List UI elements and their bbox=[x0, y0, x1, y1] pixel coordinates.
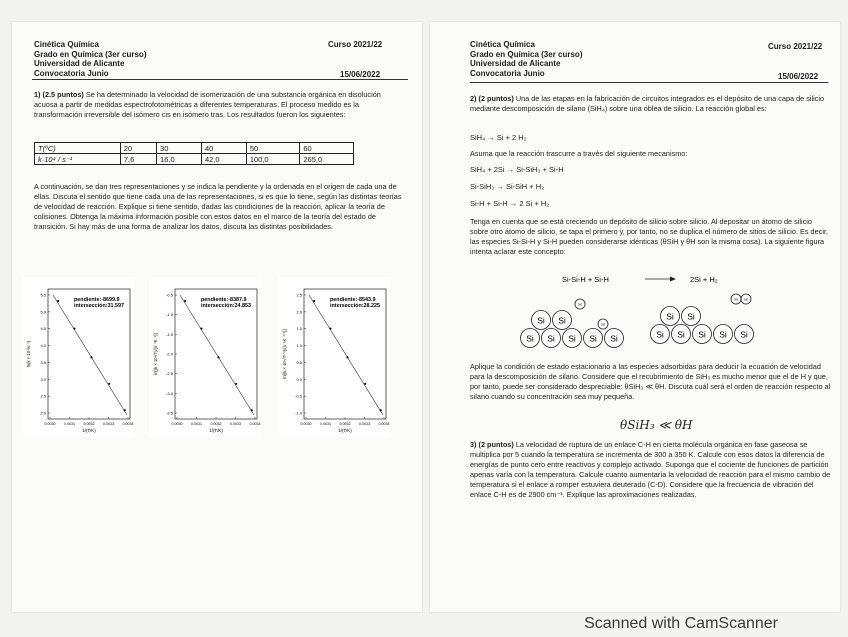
y-tick-label: 4.0 bbox=[40, 343, 46, 349]
h-atom-label: H bbox=[601, 321, 605, 327]
university: Universidad de Alicante bbox=[34, 59, 125, 68]
table-row bbox=[35, 143, 354, 154]
table-cell: 100,0 bbox=[246, 154, 300, 165]
plot-2-svg bbox=[278, 277, 390, 437]
degree: Grado en Química (3er curso) bbox=[34, 49, 147, 59]
si-atom-label: Si bbox=[589, 333, 597, 344]
y-axis-label: ln[(k × 10⁴/T¹ᐟ²)/(s⁻¹K⁻¹ᐟ²)] bbox=[282, 329, 287, 379]
fit-line bbox=[180, 295, 254, 415]
data-point bbox=[217, 356, 219, 358]
data-point bbox=[235, 383, 237, 385]
si-atom-label: Si bbox=[666, 311, 674, 322]
x-tick-label: 0.0032 bbox=[339, 422, 351, 426]
y-tick-label: 0.0 bbox=[296, 376, 302, 382]
data-point bbox=[90, 356, 92, 358]
q1-text: Se ha determinado la velocidad de isomerización de una substancia orgánica en disolución acuosa a partir de medidas espectrofotométricas a diferentes temperaturas. El proceso medido es la transformación irreversible del isómero cis en isómero tras. Los resultados fueron los siguientes: bbox=[34, 90, 381, 119]
si-atom-label: Si bbox=[558, 315, 566, 326]
data-point bbox=[57, 300, 59, 302]
si-atom-label: Si bbox=[740, 329, 748, 340]
x-axis-label: 1/(T/K) bbox=[82, 428, 96, 433]
q1-intro bbox=[34, 90, 404, 120]
data-point bbox=[200, 328, 202, 330]
plot-eyring bbox=[149, 277, 261, 437]
handwritten-note: θSiH₃ ≪ θH bbox=[620, 418, 693, 432]
silicon-surface-figure bbox=[510, 270, 780, 350]
table-cell: 60 bbox=[300, 143, 354, 154]
h-atom-label: H bbox=[578, 301, 582, 307]
q2-text: Una de las etapas en la fabricación de circuitos integrados es el depósito de una capa de silicio mediante descomposición de silano (SiH₄) sobre una oblea de silicio. La reacción global es: bbox=[470, 94, 825, 113]
fig-eq-left: Si-Si-H + Si-H bbox=[562, 275, 609, 284]
y-tick-label: -3.5 bbox=[166, 410, 173, 416]
y-tick-label: 2.5 bbox=[296, 292, 302, 298]
data-point bbox=[329, 328, 331, 330]
intercept-label: intersección:31.597 bbox=[74, 303, 125, 309]
data-point bbox=[313, 300, 315, 302]
atom-group-after bbox=[651, 294, 754, 344]
si-atom-label: Si bbox=[687, 311, 695, 322]
si-atom-label: Si bbox=[537, 315, 545, 326]
q2-explanation: Tenga en cuenta que se está creciendo un depósito de silicio sobre silicio. Al depositar un átomo de silicio sobre otro átomo de silicio, se tapa el primero y, por tanto, no se duplica el número de sitios de silicio. Es decir, las especies Si-Si-H y Si-H pueden considerarse idénticas (θSiH y θH son la misma cosa). La siguiente figura intenta aclarar este concepto: bbox=[470, 217, 828, 256]
course-year: Curso 2021/22 bbox=[768, 42, 823, 51]
mechanism-step-2: Si-SiH₃ → Si-SiH + H₂ bbox=[470, 182, 545, 191]
x-tick-label: 0.0030 bbox=[44, 422, 56, 426]
course-title: Cinética Química bbox=[470, 40, 535, 49]
course-year: Curso 2021/22 bbox=[328, 40, 383, 49]
table-cell: 30 bbox=[157, 143, 202, 154]
si-atom-label: Si bbox=[568, 333, 576, 344]
fit-line bbox=[309, 295, 383, 415]
data-point bbox=[251, 409, 253, 411]
data-point bbox=[346, 356, 348, 358]
si-atom-label: Si bbox=[526, 333, 534, 344]
x-tick-label: 0.0034 bbox=[249, 422, 261, 426]
x-axis-label: 1/(T/K) bbox=[209, 428, 223, 433]
y-tick-label: 1.5 bbox=[296, 326, 302, 332]
arrow-head bbox=[670, 277, 676, 282]
table-cell: 20 bbox=[120, 143, 156, 154]
q2-label: 2) (2 puntos) bbox=[470, 94, 514, 103]
header-block bbox=[34, 40, 146, 78]
y-tick-label: 0.5 bbox=[296, 359, 302, 365]
x-tick-label: 0.0033 bbox=[230, 422, 241, 426]
y-tick-label: -0.5 bbox=[166, 292, 173, 298]
y-tick-label: -1.0 bbox=[295, 410, 302, 416]
intercept-label: intersección:24.853 bbox=[201, 303, 252, 309]
y-tick-label: 5.5 bbox=[40, 292, 46, 298]
y-tick-label: 4.5 bbox=[40, 326, 46, 332]
plot-collision bbox=[278, 277, 390, 437]
y-tick-label: -1.0 bbox=[166, 312, 173, 318]
table-cell: 7,6 bbox=[120, 154, 156, 165]
y-tick-label: 3.5 bbox=[40, 359, 46, 365]
table-cell: 50 bbox=[246, 143, 300, 154]
table-cell: 42,0 bbox=[201, 154, 246, 165]
q2-task: Aplique la condición de estado estacionario a las especies adsorbidas para deducir la ecuación de velocidad para la descomposición de silano. Considere que el recubrimiento de SiH₃ es mucho menor que el de H y que, por tanto, puede ser considerado despreciable: θSiH₃ ≪ θH. Discuta cuál será el orden de reacción respecto al silano cuando su concentración sea muy pequeña. bbox=[470, 362, 831, 401]
y-tick-label: -1.5 bbox=[166, 331, 173, 337]
session: Convocatoria Junio bbox=[34, 68, 109, 78]
x-tick-label: 0.0031 bbox=[64, 422, 75, 426]
y-axis-label: ln(k × 10⁴/s⁻¹) bbox=[26, 340, 31, 368]
si-atom-label: Si bbox=[547, 333, 555, 344]
si-atom-label: Si bbox=[698, 329, 706, 340]
slope-label: pendiente:-8387.9 bbox=[201, 297, 247, 303]
mechanism-step-1: SiH₄ + 2Si → Si-SiH₃ + Si-H bbox=[470, 165, 564, 174]
x-tick-label: 0.0033 bbox=[359, 422, 370, 426]
mechanism-step-3: Si-H + Si-H → 2 Si + H₂ bbox=[470, 199, 550, 208]
y-tick-label: 2.0 bbox=[296, 309, 302, 315]
data-point bbox=[124, 409, 126, 411]
degree: Grado en Química (3er curso) bbox=[470, 49, 583, 59]
table-header-cell: k·10⁴ / s⁻¹ bbox=[35, 154, 121, 165]
plot-0-svg bbox=[22, 277, 134, 437]
y-tick-label: 5.0 bbox=[40, 309, 46, 315]
fit-line bbox=[53, 295, 127, 415]
x-axis-label: 1/(T/K) bbox=[338, 428, 352, 433]
q1-label: 1) (2.5 puntos) bbox=[34, 90, 84, 99]
si-atom-label: Si bbox=[719, 329, 727, 340]
slope-label: pendiente:-8699.9 bbox=[74, 297, 120, 303]
y-tick-label: -3.0 bbox=[166, 390, 173, 396]
x-tick-label: 0.0031 bbox=[191, 422, 202, 426]
x-tick-label: 0.0034 bbox=[122, 422, 134, 426]
y-tick-label: 1.0 bbox=[296, 343, 302, 349]
x-tick-label: 0.0032 bbox=[210, 422, 222, 426]
table-header-cell: T(ºC) bbox=[35, 143, 121, 154]
mechanism-intro: Asuma que la reacción trascurre a través del siguiente mecanismo: bbox=[470, 149, 688, 158]
x-tick-label: 0.0032 bbox=[83, 422, 95, 426]
h-atom-label: H bbox=[744, 296, 748, 302]
table-cell: 16,0 bbox=[157, 154, 202, 165]
table-cell: 40 bbox=[201, 143, 246, 154]
slope-label: pendiente:-8543.9 bbox=[330, 297, 376, 303]
y-tick-label: -0.5 bbox=[295, 393, 302, 399]
header-rule bbox=[32, 79, 408, 80]
y-axis-label: ln[(k × 10⁴/T)/(s⁻¹K⁻¹)] bbox=[153, 333, 158, 375]
x-tick-label: 0.0030 bbox=[171, 422, 183, 426]
plot-arrhenius bbox=[22, 277, 134, 437]
h-atom-label: H bbox=[734, 296, 738, 302]
exam-date: 15/06/2022 bbox=[778, 72, 819, 81]
si-atom-label: Si bbox=[610, 333, 618, 344]
x-tick-label: 0.0031 bbox=[320, 422, 331, 426]
si-atom-label: Si bbox=[677, 329, 685, 340]
table-cell: 265,0 bbox=[300, 154, 354, 165]
q3-label: 3) (2 puntos) bbox=[470, 440, 514, 449]
q2-intro bbox=[470, 94, 830, 114]
y-tick-label: 2.5 bbox=[40, 393, 46, 399]
x-tick-label: 0.0030 bbox=[300, 422, 312, 426]
session: Convocatoria Junio bbox=[470, 68, 545, 78]
data-point bbox=[184, 300, 186, 302]
course-title: Cinética Química bbox=[34, 40, 99, 49]
data-point bbox=[364, 383, 366, 385]
exam-date: 15/06/2022 bbox=[340, 70, 381, 79]
atom-group-before bbox=[521, 299, 624, 348]
data-point bbox=[380, 409, 382, 411]
intercept-label: intersección:28.225 bbox=[330, 303, 381, 309]
y-tick-label: -2.5 bbox=[166, 371, 173, 377]
fig-eq-right: 2Si + H₂ bbox=[690, 275, 718, 284]
global-reaction: SiH₄ → Si + 2 H₂ bbox=[470, 133, 527, 142]
q1-data-table bbox=[34, 142, 354, 165]
q1-instructions: A continuación, se dan tres representaciones y se indica la pendiente y la ordenada en el origen de cada una de ellas. Discuta el sentido que tiene cada una de las representaciones, si es que lo tiene, según las distintas teorías de velocidad de reacción. Explique si tiene sentido, dadas las condiciones de la reacción, aplicar la teoría de colisiones. Obtenga la máxima información posible con estos datos en el marco de la teoría del estado de transición. Si hay más de una forma de analizar los datos, discuta las distintas posibilidades. bbox=[34, 182, 402, 231]
table-row bbox=[35, 154, 354, 165]
university: Universidad de Alicante bbox=[470, 59, 561, 68]
y-tick-label: 2.0 bbox=[40, 410, 46, 416]
header-block-right bbox=[470, 40, 582, 78]
y-tick-label: -2.0 bbox=[166, 351, 173, 357]
data-point bbox=[108, 383, 110, 385]
x-tick-label: 0.0033 bbox=[103, 422, 114, 426]
left-page bbox=[12, 22, 422, 612]
x-tick-label: 0.0034 bbox=[378, 422, 390, 426]
si-atom-label: Si bbox=[656, 329, 664, 340]
q3-text: La velocidad de ruptura de un enlace C-H en cierta molécula orgánica en fase gaseosa se multiplica por 5 cuando la temperatura se incrementa de 300 a 350 K. Calcule con esos datos la diferencia de energías de punto cero entre reactivos y complejo activado. Suponga que el cociente de funciones de partición apenas varía con la temperatura. Calcule cuanto aumentaría la velocidad de reacción para el mismo cambio de temperatura si el enlace a romper estuviera deuterado (C-D). Considere que la frecuencia de vibración del enlace C-H es de 2900 cm⁻¹. Explique las aproximaciones realizadas. bbox=[470, 440, 831, 499]
scanner-watermark: Scanned with CamScanner bbox=[584, 615, 778, 632]
right-page bbox=[430, 22, 840, 612]
header-rule bbox=[470, 82, 828, 83]
data-point bbox=[73, 328, 75, 330]
y-tick-label: 3.0 bbox=[40, 376, 46, 382]
q3-block bbox=[470, 440, 832, 500]
plot-1-svg bbox=[149, 277, 261, 437]
